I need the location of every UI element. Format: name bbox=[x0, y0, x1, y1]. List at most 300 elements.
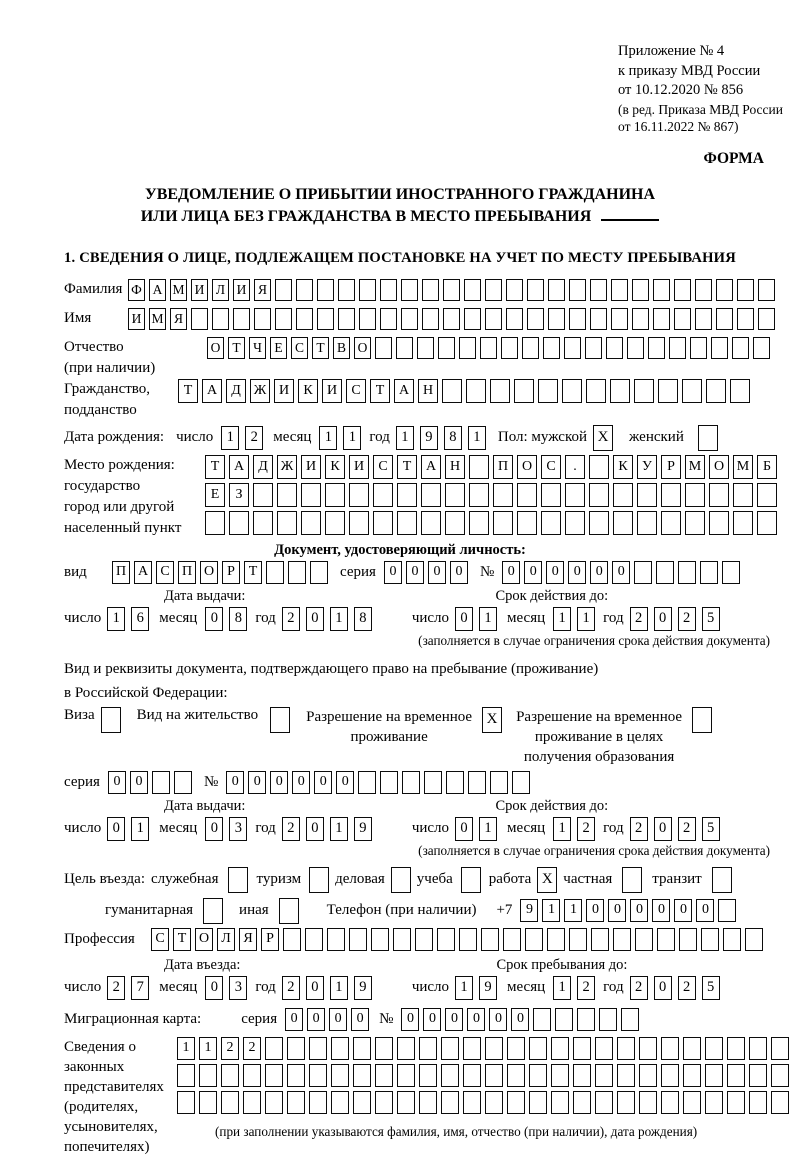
char-cell[interactable]: Д bbox=[226, 379, 246, 403]
char-cell[interactable] bbox=[503, 928, 521, 951]
char-cell[interactable] bbox=[551, 1091, 569, 1114]
char-cell[interactable] bbox=[590, 308, 607, 330]
char-cell[interactable] bbox=[656, 561, 674, 584]
char-cell[interactable] bbox=[586, 379, 606, 403]
char-cell[interactable] bbox=[415, 928, 433, 951]
char-cell[interactable]: К bbox=[325, 455, 345, 479]
phone-cells[interactable] bbox=[520, 899, 736, 922]
permit-series-cells[interactable] bbox=[108, 771, 192, 794]
birthplace-cells-1[interactable] bbox=[205, 455, 777, 479]
profession-cells[interactable] bbox=[151, 928, 763, 951]
char-cell[interactable]: Т bbox=[370, 379, 390, 403]
char-cell[interactable] bbox=[287, 1064, 305, 1087]
char-cell[interactable] bbox=[758, 308, 775, 330]
char-cell[interactable]: 2 bbox=[282, 607, 300, 631]
given-name-cells[interactable] bbox=[128, 308, 775, 330]
char-cell[interactable]: 1 bbox=[396, 426, 414, 450]
char-cell[interactable] bbox=[705, 1037, 723, 1060]
char-cell[interactable]: 0 bbox=[107, 817, 125, 841]
char-cell[interactable] bbox=[709, 511, 729, 535]
char-cell[interactable] bbox=[265, 1091, 283, 1114]
char-cell[interactable] bbox=[737, 279, 754, 301]
char-cell[interactable] bbox=[749, 1064, 767, 1087]
char-cell[interactable]: О bbox=[709, 455, 729, 479]
surname-cells[interactable] bbox=[128, 279, 775, 301]
entry-year-cells[interactable] bbox=[282, 976, 372, 1000]
char-cell[interactable] bbox=[177, 1091, 195, 1114]
stay-month-cells[interactable] bbox=[553, 976, 595, 1000]
char-cell[interactable]: Е bbox=[205, 483, 225, 507]
char-cell[interactable] bbox=[402, 771, 420, 794]
char-cell[interactable] bbox=[737, 308, 754, 330]
char-cell[interactable] bbox=[723, 928, 741, 951]
char-cell[interactable]: 1 bbox=[542, 899, 560, 922]
char-cell[interactable] bbox=[485, 1091, 503, 1114]
char-cell[interactable]: 1 bbox=[577, 607, 595, 631]
char-cell[interactable] bbox=[727, 1064, 745, 1087]
char-cell[interactable]: Р bbox=[661, 455, 681, 479]
char-cell[interactable]: Т bbox=[228, 337, 245, 359]
char-cell[interactable] bbox=[749, 1091, 767, 1114]
char-cell[interactable] bbox=[445, 511, 465, 535]
char-cell[interactable] bbox=[493, 483, 513, 507]
char-cell[interactable] bbox=[310, 561, 328, 584]
char-cell[interactable] bbox=[445, 483, 465, 507]
char-cell[interactable]: 0 bbox=[586, 899, 604, 922]
permit-exp-day-cells[interactable] bbox=[455, 817, 497, 841]
patronymic-cells[interactable] bbox=[207, 337, 770, 359]
char-cell[interactable] bbox=[296, 308, 313, 330]
char-cell[interactable]: 3 bbox=[229, 817, 247, 841]
char-cell[interactable] bbox=[359, 279, 376, 301]
migcard-series-cells[interactable] bbox=[285, 1008, 369, 1031]
char-cell[interactable] bbox=[562, 379, 582, 403]
char-cell[interactable] bbox=[442, 379, 462, 403]
char-cell[interactable]: Д bbox=[253, 455, 273, 479]
char-cell[interactable] bbox=[199, 1091, 217, 1114]
char-cell[interactable] bbox=[716, 279, 733, 301]
doc-issue-day-cells[interactable] bbox=[107, 607, 149, 631]
char-cell[interactable] bbox=[325, 511, 345, 535]
char-cell[interactable] bbox=[437, 928, 455, 951]
char-cell[interactable] bbox=[538, 379, 558, 403]
char-cell[interactable] bbox=[661, 1064, 679, 1087]
char-cell[interactable]: С bbox=[156, 561, 174, 584]
char-cell[interactable]: И bbox=[233, 279, 250, 301]
char-cell[interactable]: 0 bbox=[654, 607, 672, 631]
char-cell[interactable] bbox=[243, 1091, 261, 1114]
char-cell[interactable] bbox=[464, 308, 481, 330]
char-cell[interactable]: 2 bbox=[630, 976, 648, 1000]
char-cell[interactable] bbox=[441, 1037, 459, 1060]
char-cell[interactable] bbox=[685, 483, 705, 507]
char-cell[interactable] bbox=[722, 561, 740, 584]
char-cell[interactable] bbox=[564, 337, 581, 359]
char-cell[interactable] bbox=[705, 1064, 723, 1087]
char-cell[interactable]: И bbox=[128, 308, 145, 330]
char-cell[interactable]: Т bbox=[205, 455, 225, 479]
char-cell[interactable]: 1 bbox=[455, 976, 473, 1000]
char-cell[interactable]: 0 bbox=[428, 561, 446, 584]
birthplace-cells-2[interactable] bbox=[205, 483, 777, 507]
char-cell[interactable] bbox=[637, 483, 657, 507]
char-cell[interactable] bbox=[375, 337, 392, 359]
char-cell[interactable]: 1 bbox=[330, 817, 348, 841]
char-cell[interactable] bbox=[627, 337, 644, 359]
doc-type-cells[interactable] bbox=[112, 561, 328, 584]
char-cell[interactable] bbox=[653, 279, 670, 301]
char-cell[interactable] bbox=[301, 483, 321, 507]
representatives-cells-3[interactable] bbox=[177, 1091, 789, 1114]
char-cell[interactable] bbox=[485, 1064, 503, 1087]
stay-day-cells[interactable] bbox=[455, 976, 497, 1000]
char-cell[interactable]: 0 bbox=[524, 561, 542, 584]
char-cell[interactable]: П bbox=[112, 561, 130, 584]
char-cell[interactable] bbox=[466, 379, 486, 403]
char-cell[interactable]: И bbox=[301, 455, 321, 479]
char-cell[interactable] bbox=[277, 511, 297, 535]
char-cell[interactable] bbox=[275, 308, 292, 330]
purpose-official-checkbox[interactable] bbox=[228, 867, 248, 893]
char-cell[interactable] bbox=[507, 1064, 525, 1087]
citizenship-cells[interactable] bbox=[178, 379, 750, 403]
char-cell[interactable]: 1 bbox=[107, 607, 125, 631]
char-cell[interactable]: 1 bbox=[177, 1037, 195, 1060]
char-cell[interactable] bbox=[331, 1091, 349, 1114]
char-cell[interactable] bbox=[661, 483, 681, 507]
char-cell[interactable]: 2 bbox=[243, 1037, 261, 1060]
char-cell[interactable] bbox=[595, 1091, 613, 1114]
char-cell[interactable]: И bbox=[191, 279, 208, 301]
char-cell[interactable] bbox=[547, 928, 565, 951]
char-cell[interactable]: 9 bbox=[520, 899, 538, 922]
char-cell[interactable] bbox=[517, 511, 537, 535]
char-cell[interactable]: А bbox=[202, 379, 222, 403]
purpose-transit-checkbox[interactable] bbox=[712, 867, 732, 893]
visa-checkbox[interactable] bbox=[101, 707, 121, 733]
char-cell[interactable] bbox=[757, 483, 777, 507]
char-cell[interactable]: 1 bbox=[553, 607, 571, 631]
char-cell[interactable] bbox=[317, 279, 334, 301]
char-cell[interactable] bbox=[358, 771, 376, 794]
char-cell[interactable] bbox=[331, 1037, 349, 1060]
char-cell[interactable]: 2 bbox=[221, 1037, 239, 1060]
purpose-private-checkbox[interactable] bbox=[622, 867, 642, 893]
char-cell[interactable] bbox=[718, 899, 736, 922]
char-cell[interactable]: М bbox=[733, 455, 753, 479]
char-cell[interactable] bbox=[380, 279, 397, 301]
char-cell[interactable] bbox=[349, 483, 369, 507]
char-cell[interactable] bbox=[745, 928, 763, 951]
char-cell[interactable]: Т bbox=[312, 337, 329, 359]
char-cell[interactable] bbox=[288, 561, 306, 584]
char-cell[interactable]: 0 bbox=[467, 1008, 485, 1031]
char-cell[interactable] bbox=[771, 1091, 789, 1114]
char-cell[interactable] bbox=[565, 511, 585, 535]
char-cell[interactable] bbox=[669, 337, 686, 359]
char-cell[interactable]: . bbox=[565, 455, 585, 479]
char-cell[interactable] bbox=[254, 308, 271, 330]
char-cell[interactable] bbox=[469, 483, 489, 507]
char-cell[interactable] bbox=[305, 928, 323, 951]
char-cell[interactable] bbox=[757, 511, 777, 535]
char-cell[interactable] bbox=[635, 928, 653, 951]
char-cell[interactable] bbox=[501, 337, 518, 359]
char-cell[interactable]: Л bbox=[212, 279, 229, 301]
char-cell[interactable] bbox=[551, 1037, 569, 1060]
char-cell[interactable]: О bbox=[517, 455, 537, 479]
char-cell[interactable] bbox=[611, 279, 628, 301]
char-cell[interactable]: Н bbox=[445, 455, 465, 479]
char-cell[interactable]: 6 bbox=[131, 607, 149, 631]
char-cell[interactable] bbox=[674, 279, 691, 301]
char-cell[interactable]: 0 bbox=[652, 899, 670, 922]
char-cell[interactable] bbox=[514, 379, 534, 403]
char-cell[interactable]: 5 bbox=[702, 607, 720, 631]
purpose-other-checkbox[interactable] bbox=[279, 898, 299, 924]
char-cell[interactable] bbox=[493, 511, 513, 535]
doc-number-cells[interactable] bbox=[502, 561, 740, 584]
char-cell[interactable] bbox=[152, 771, 170, 794]
char-cell[interactable]: 2 bbox=[678, 976, 696, 1000]
char-cell[interactable] bbox=[421, 483, 441, 507]
char-cell[interactable]: У bbox=[637, 455, 657, 479]
char-cell[interactable] bbox=[229, 511, 249, 535]
char-cell[interactable]: М bbox=[149, 308, 166, 330]
char-cell[interactable] bbox=[613, 483, 633, 507]
char-cell[interactable] bbox=[709, 483, 729, 507]
char-cell[interactable] bbox=[349, 511, 369, 535]
char-cell[interactable]: 1 bbox=[319, 426, 337, 450]
char-cell[interactable]: А bbox=[421, 455, 441, 479]
char-cell[interactable]: И bbox=[322, 379, 342, 403]
char-cell[interactable] bbox=[548, 279, 565, 301]
char-cell[interactable] bbox=[565, 483, 585, 507]
char-cell[interactable] bbox=[469, 455, 489, 479]
char-cell[interactable]: 0 bbox=[455, 817, 473, 841]
char-cell[interactable]: З bbox=[229, 483, 249, 507]
char-cell[interactable] bbox=[695, 279, 712, 301]
char-cell[interactable]: Р bbox=[261, 928, 279, 951]
char-cell[interactable] bbox=[617, 1064, 635, 1087]
char-cell[interactable]: 1 bbox=[131, 817, 149, 841]
char-cell[interactable] bbox=[634, 379, 654, 403]
char-cell[interactable] bbox=[639, 1091, 657, 1114]
char-cell[interactable] bbox=[653, 308, 670, 330]
char-cell[interactable]: 0 bbox=[205, 976, 223, 1000]
char-cell[interactable] bbox=[727, 1091, 745, 1114]
char-cell[interactable]: Ж bbox=[250, 379, 270, 403]
char-cell[interactable]: 2 bbox=[245, 426, 263, 450]
char-cell[interactable] bbox=[621, 1008, 639, 1031]
birthplace-cells-3[interactable] bbox=[205, 511, 777, 535]
char-cell[interactable]: 0 bbox=[108, 771, 126, 794]
residence-permit-checkbox[interactable] bbox=[270, 707, 290, 733]
char-cell[interactable] bbox=[507, 1037, 525, 1060]
char-cell[interactable] bbox=[380, 771, 398, 794]
char-cell[interactable] bbox=[401, 279, 418, 301]
char-cell[interactable] bbox=[421, 511, 441, 535]
purpose-humanitarian-checkbox[interactable] bbox=[203, 898, 223, 924]
char-cell[interactable] bbox=[265, 1064, 283, 1087]
char-cell[interactable] bbox=[541, 483, 561, 507]
char-cell[interactable]: Ж bbox=[277, 455, 297, 479]
char-cell[interactable] bbox=[371, 928, 389, 951]
char-cell[interactable] bbox=[353, 1091, 371, 1114]
char-cell[interactable] bbox=[771, 1064, 789, 1087]
char-cell[interactable] bbox=[533, 1008, 551, 1031]
char-cell[interactable]: А bbox=[394, 379, 414, 403]
char-cell[interactable] bbox=[419, 1064, 437, 1087]
char-cell[interactable]: 0 bbox=[248, 771, 266, 794]
char-cell[interactable]: 1 bbox=[479, 607, 497, 631]
char-cell[interactable] bbox=[253, 483, 273, 507]
char-cell[interactable] bbox=[419, 1091, 437, 1114]
char-cell[interactable] bbox=[287, 1091, 305, 1114]
char-cell[interactable] bbox=[397, 1037, 415, 1060]
char-cell[interactable] bbox=[758, 279, 775, 301]
char-cell[interactable] bbox=[658, 379, 678, 403]
birth-day-cells[interactable] bbox=[221, 426, 263, 450]
char-cell[interactable]: 0 bbox=[306, 976, 324, 1000]
char-cell[interactable]: 0 bbox=[511, 1008, 529, 1031]
doc-issue-year-cells[interactable] bbox=[282, 607, 372, 631]
purpose-business-checkbox[interactable] bbox=[391, 867, 411, 893]
char-cell[interactable] bbox=[331, 1064, 349, 1087]
purpose-work-checkbox[interactable]: X bbox=[537, 867, 557, 893]
char-cell[interactable] bbox=[338, 308, 355, 330]
char-cell[interactable]: О bbox=[354, 337, 371, 359]
char-cell[interactable]: 0 bbox=[590, 561, 608, 584]
char-cell[interactable]: Б bbox=[757, 455, 777, 479]
char-cell[interactable] bbox=[525, 928, 543, 951]
char-cell[interactable]: 0 bbox=[612, 561, 630, 584]
char-cell[interactable] bbox=[591, 928, 609, 951]
char-cell[interactable] bbox=[309, 1064, 327, 1087]
char-cell[interactable]: 0 bbox=[401, 1008, 419, 1031]
char-cell[interactable] bbox=[422, 308, 439, 330]
doc-issue-month-cells[interactable] bbox=[205, 607, 247, 631]
char-cell[interactable] bbox=[296, 279, 313, 301]
sex-male-checkbox[interactable]: X bbox=[593, 425, 613, 451]
char-cell[interactable] bbox=[527, 279, 544, 301]
char-cell[interactable]: С bbox=[541, 455, 561, 479]
char-cell[interactable] bbox=[327, 928, 345, 951]
char-cell[interactable] bbox=[522, 337, 539, 359]
char-cell[interactable] bbox=[634, 561, 652, 584]
char-cell[interactable]: Т bbox=[173, 928, 191, 951]
doc-series-cells[interactable] bbox=[384, 561, 468, 584]
char-cell[interactable] bbox=[577, 1008, 595, 1031]
char-cell[interactable]: 0 bbox=[306, 607, 324, 631]
char-cell[interactable] bbox=[730, 379, 750, 403]
char-cell[interactable]: 0 bbox=[423, 1008, 441, 1031]
char-cell[interactable]: 8 bbox=[354, 607, 372, 631]
char-cell[interactable]: 2 bbox=[678, 817, 696, 841]
char-cell[interactable]: Т bbox=[397, 455, 417, 479]
char-cell[interactable] bbox=[733, 483, 753, 507]
char-cell[interactable] bbox=[732, 337, 749, 359]
char-cell[interactable]: К bbox=[298, 379, 318, 403]
char-cell[interactable]: 0 bbox=[546, 561, 564, 584]
char-cell[interactable] bbox=[441, 1064, 459, 1087]
char-cell[interactable]: 1 bbox=[479, 817, 497, 841]
char-cell[interactable]: М bbox=[170, 279, 187, 301]
char-cell[interactable]: О bbox=[195, 928, 213, 951]
purpose-tourism-checkbox[interactable] bbox=[309, 867, 329, 893]
char-cell[interactable]: П bbox=[178, 561, 196, 584]
char-cell[interactable]: О bbox=[207, 337, 224, 359]
char-cell[interactable] bbox=[610, 379, 630, 403]
char-cell[interactable]: Я bbox=[239, 928, 257, 951]
char-cell[interactable] bbox=[590, 279, 607, 301]
char-cell[interactable]: 0 bbox=[306, 817, 324, 841]
char-cell[interactable] bbox=[417, 337, 434, 359]
char-cell[interactable]: 1 bbox=[221, 426, 239, 450]
char-cell[interactable] bbox=[613, 511, 633, 535]
char-cell[interactable] bbox=[401, 308, 418, 330]
char-cell[interactable] bbox=[309, 1037, 327, 1060]
char-cell[interactable] bbox=[375, 1091, 393, 1114]
char-cell[interactable] bbox=[507, 1091, 525, 1114]
char-cell[interactable] bbox=[375, 1064, 393, 1087]
char-cell[interactable]: 0 bbox=[696, 899, 714, 922]
char-cell[interactable] bbox=[485, 279, 502, 301]
char-cell[interactable] bbox=[463, 1091, 481, 1114]
char-cell[interactable] bbox=[569, 928, 587, 951]
char-cell[interactable]: 0 bbox=[674, 899, 692, 922]
char-cell[interactable]: 2 bbox=[630, 817, 648, 841]
char-cell[interactable] bbox=[529, 1037, 547, 1060]
char-cell[interactable] bbox=[529, 1064, 547, 1087]
char-cell[interactable] bbox=[706, 379, 726, 403]
char-cell[interactable]: 7 bbox=[131, 976, 149, 1000]
char-cell[interactable] bbox=[266, 561, 284, 584]
char-cell[interactable]: Ф bbox=[128, 279, 145, 301]
char-cell[interactable] bbox=[589, 511, 609, 535]
char-cell[interactable] bbox=[683, 1037, 701, 1060]
char-cell[interactable]: Н bbox=[418, 379, 438, 403]
char-cell[interactable] bbox=[632, 279, 649, 301]
char-cell[interactable] bbox=[380, 308, 397, 330]
char-cell[interactable] bbox=[661, 1091, 679, 1114]
char-cell[interactable]: О bbox=[200, 561, 218, 584]
temp-residence-edu-checkbox[interactable] bbox=[692, 707, 712, 733]
char-cell[interactable] bbox=[555, 1008, 573, 1031]
char-cell[interactable]: 0 bbox=[568, 561, 586, 584]
char-cell[interactable] bbox=[463, 1064, 481, 1087]
char-cell[interactable] bbox=[661, 1037, 679, 1060]
char-cell[interactable] bbox=[287, 1037, 305, 1060]
char-cell[interactable] bbox=[177, 1064, 195, 1087]
char-cell[interactable] bbox=[485, 308, 502, 330]
char-cell[interactable] bbox=[243, 1064, 261, 1087]
char-cell[interactable]: 2 bbox=[282, 817, 300, 841]
entry-day-cells[interactable] bbox=[107, 976, 149, 1000]
char-cell[interactable]: И bbox=[274, 379, 294, 403]
char-cell[interactable]: 0 bbox=[654, 817, 672, 841]
char-cell[interactable]: 0 bbox=[285, 1008, 303, 1031]
char-cell[interactable] bbox=[424, 771, 442, 794]
char-cell[interactable]: 9 bbox=[354, 976, 372, 1000]
char-cell[interactable]: 1 bbox=[564, 899, 582, 922]
char-cell[interactable] bbox=[551, 1064, 569, 1087]
char-cell[interactable] bbox=[683, 1064, 701, 1087]
char-cell[interactable] bbox=[705, 1091, 723, 1114]
char-cell[interactable] bbox=[512, 771, 530, 794]
char-cell[interactable]: 0 bbox=[205, 607, 223, 631]
char-cell[interactable] bbox=[548, 308, 565, 330]
